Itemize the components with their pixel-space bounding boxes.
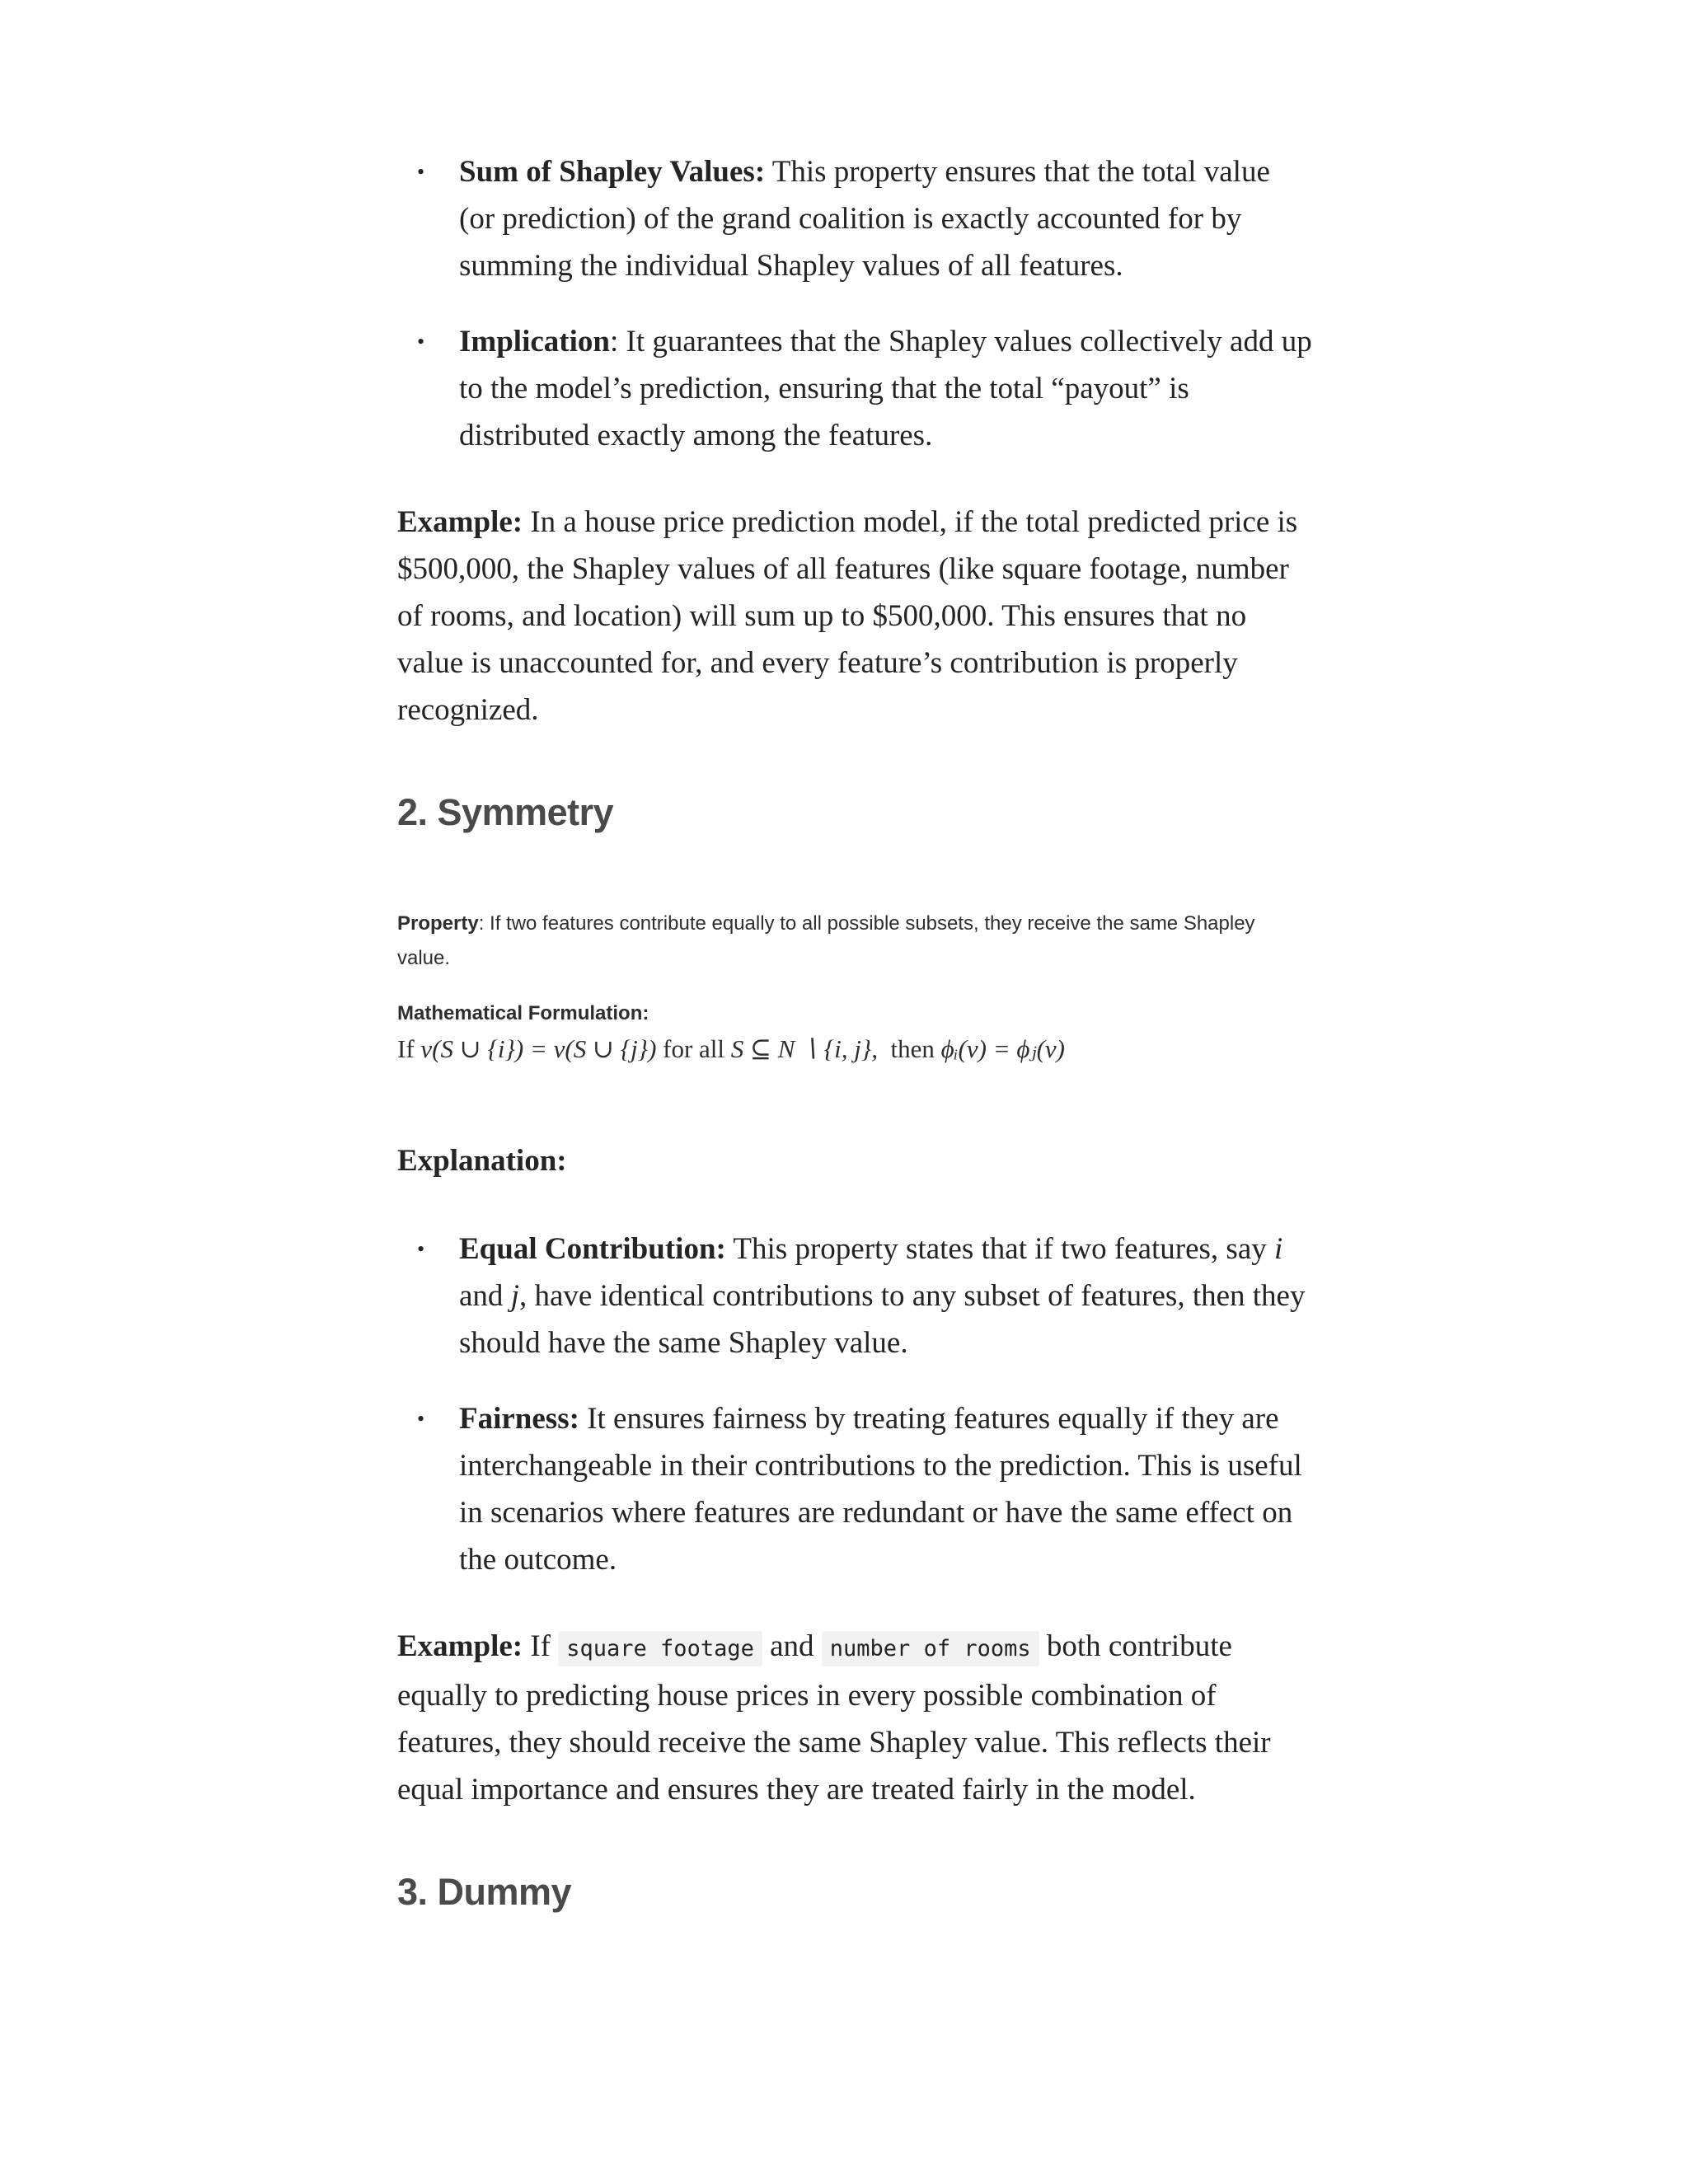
bullet-text: and	[459, 1279, 511, 1313]
example-paragraph	[397, 1623, 1312, 1813]
section-heading-symmetry: 2. Symmetry	[397, 791, 614, 833]
bullet-list-symmetry	[397, 1226, 1312, 1583]
bullet-term: Implication	[459, 325, 610, 359]
formula-lhs: v(S ∪ {i}) = v(S ∪ {j})	[420, 1034, 657, 1063]
symmetry-formula	[397, 1032, 1312, 1066]
article-body	[397, 124, 1312, 1914]
explanation-heading: Explanation:	[397, 1144, 567, 1178]
formula-if: If	[397, 1034, 421, 1063]
bullet-text: It ensures fairness by treating features equally if they are interchangeable in their contributions to the prediction. This is useful in scenarios where features are redundant or have the same effect on the outcome.	[459, 1402, 1302, 1577]
bullet-term: Sum of Shapley Values:	[459, 155, 766, 189]
property-text: : If two features contribute equally to all possible subsets, they receive the same Shapley value.	[397, 912, 1255, 969]
formula-for-all: for all	[656, 1034, 731, 1063]
bullet-text: , have identical contributions to any subset of features, then they should have the same Shapley value.	[459, 1279, 1306, 1360]
list-item	[397, 1395, 1312, 1583]
formula-then: then	[877, 1034, 941, 1063]
bullet-text: : It guarantees that the Shapley values collectively add up to the model’s prediction, ensuring that the total “payout” is distributed exactly among the features.	[459, 325, 1312, 452]
formula-rhs: ϕᵢ(v) = ϕⱼ(v)	[940, 1034, 1066, 1063]
example-label: Example:	[397, 1629, 523, 1663]
bullet-term: Fairness:	[459, 1402, 579, 1436]
list-item	[397, 318, 1312, 459]
example-text: and	[762, 1629, 822, 1663]
list-item	[397, 1226, 1312, 1366]
explanation-label	[397, 1137, 1312, 1184]
code-number-of-rooms: number of rooms	[822, 1631, 1039, 1666]
formulation-title: Mathematical Formulation:	[397, 1002, 649, 1024]
example-text: If	[523, 1629, 559, 1663]
property-label: Property	[397, 912, 479, 935]
embedded-formula-image	[397, 907, 1312, 1066]
example-text: both contribute equally to predicting house prices in every possible combination of features, they should receive the same Shapley value. This reflects their equal importance and ensures they are treated fairly in the model.	[397, 1629, 1271, 1807]
variable-j: j	[510, 1279, 519, 1313]
bullet-text: This property ensures that the total value (or prediction) of the grand coalition is exactly accounted for by summing the individual Shapley values of all features.	[459, 155, 1270, 283]
example-paragraph	[397, 499, 1312, 733]
variable-i: i	[1274, 1232, 1283, 1266]
example-label: Example:	[397, 505, 523, 539]
list-item	[397, 148, 1312, 289]
code-square-footage: square footage	[558, 1631, 762, 1666]
formula-set: S ⊆ N ∖ {i, j},	[730, 1034, 878, 1063]
bullet-text: This property states that if two features, say	[725, 1232, 1274, 1266]
bullet-list-efficiency	[397, 148, 1312, 459]
property-statement	[397, 907, 1312, 976]
bullet-term: Equal Contribution:	[459, 1232, 726, 1266]
example-text: In a house price prediction model, if the total predicted price is $500,000, the Shapley values of all features (like square footage, number of rooms, and location) will sum up to $500,000. This ensures that no value is unaccounted for, and every feature’s contribution is properly recognized.	[397, 505, 1298, 727]
section-heading-dummy: 3. Dummy	[397, 1871, 572, 1913]
